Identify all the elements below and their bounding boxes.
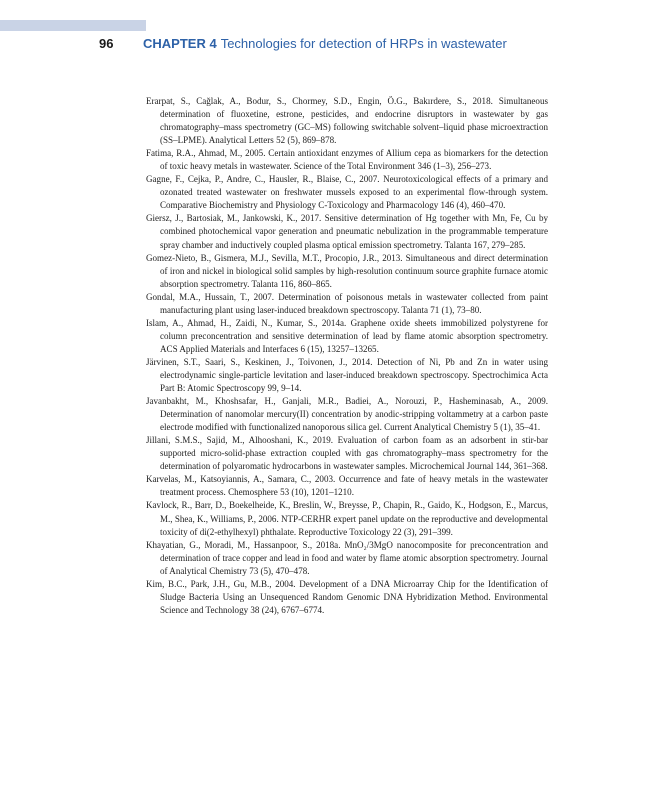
- reference-entry: Kim, B.C., Park, J.H., Gu, M.B., 2004. Development of a DNA Microarray Chip for the Identification of Sludge Bacteria Using an Unsequenced Random Genomic DNA Hybridization Method. Environmental Science and Technology 38 (24), 6767–6774.: [146, 578, 548, 615]
- chapter-heading: [143, 36, 507, 51]
- chapter-label: CHAPTER 4: [143, 36, 217, 51]
- reference-entry: Karvelas, M., Katsoyiannis, A., Samara, C., 2003. Occurrence and fate of heavy metals in the wastewater treatment process. Chemosphere 53 (10), 1201–1210.: [146, 474, 548, 498]
- page-number: 96: [99, 36, 114, 51]
- running-header: [0, 36, 648, 56]
- reference-entry: Khayatian, G., Moradi, M., Hassanpoor, S., 2018a. MnO₂/3MgO nanocomposite for preconcentration and determination of trace copper and lead in food and water by flame atomic absorption spectrometry. Journal of Analytical Chemistry 73 (5), 470–478.: [146, 539, 548, 576]
- reference-entry: Gomez-Nieto, B., Gismera, M.J., Sevilla, M.T., Procopio, J.R., 2013. Simultaneous and direct determination of iron and nickel in biological solid samples by high-resolution continuum source graphite furnace atomic absorption spectrometry. Talanta 116, 860–865.: [146, 252, 548, 289]
- reference-entry: Fatima, R.A., Ahmad, M., 2005. Certain antioxidant enzymes of Allium cepa as biomarkers for the detection of toxic heavy metals in wastewater. Science of the Total Environment 346 (1–3), 256–273.: [146, 148, 548, 172]
- reference-list: [146, 95, 548, 617]
- reference-entry: Järvinen, S.T., Saari, S., Keskinen, J., Toivonen, J., 2014. Detection of Ni, Pb and Zn in water using electrodynamic single-particle levitation and laser-induced breakdown spectroscopy. Spectrochimica Acta Part B: Atomic Spectroscopy 99, 9–14.: [146, 356, 548, 394]
- chapter-title: Technologies for detection of HRPs in wastewater: [220, 36, 507, 51]
- reference-entry: Erarpat, S., Cağlak, A., Bodur, S., Chormey, S.D., Engin, Ö.G., Bakırdere, S., 2018. Simultaneous determination of fluoxetine, estrone, pesticides, and endocrine disruptors in wastewater by gas chromatography–mass spectrometry (GC–MS) following switchable solvent–liquid phase microextraction (SS–LPME). Analytical Letters 52 (5), 869–878.: [146, 96, 548, 146]
- reference-entry: Islam, A., Ahmad, H., Zaidi, N., Kumar, S., 2014a. Graphene oxide sheets immobilized polystyrene for column preconcentration and sensitive determination of lead by flame atomic absorption spectrometry. ACS Applied Materials and Interfaces 6 (15), 13257–13265.: [146, 317, 548, 354]
- reference-entry: Gagne, F., Cejka, P., Andre, C., Hausler, R., Blaise, C., 2007. Neurotoxicological effects of a primary and ozonated treated wastewater on freshwater mussels exposed to an experimental flow-through system. Comparative Biochemistry and Physiology C-Toxicology and Pharmacology 146 (4), 460–470.: [146, 174, 548, 211]
- reference-entry: Javanbakht, M., Khoshsafar, H., Ganjali, M.R., Badiei, A., Norouzi, P., Hasheminasab, A., 2009. Determination of nanomolar mercury(II) concentration by anodic-stripping voltammetry at a carbon paste electrode modified with functionalized nanoporous silica gel. Current Analytical Chemistry 5 (1), 35–41.: [146, 396, 548, 433]
- header-color-bar: [0, 20, 146, 31]
- reference-entry: Kavlock, R., Barr, D., Boekelheide, K., Breslin, W., Breysse, P., Chapin, R., Gaido, K., Hodgson, E., Marcus, M., Shea, K., Williams, P., 2006. NTP-CERHR expert panel update on the reproductive and developmental toxicity of di(2-ethylhexyl) phthalate. Reproductive Toxicology 22 (3), 291–399.: [146, 500, 548, 537]
- reference-entry: Gondal, M.A., Hussain, T., 2007. Determination of poisonous metals in wastewater collected from paint manufacturing plant using laser-induced breakdown spectroscopy. Talanta 71 (1), 73–80.: [146, 291, 548, 315]
- reference-entry: Giersz, J., Bartosiak, M., Jankowski, K., 2017. Sensitive determination of Hg together with Mn, Fe, Cu by combined photochemical vapor generation and pneumatic nebulization in the programmable temperature spray chamber and inductively coupled plasma optical emission spectrometry. Talanta 167, 279–285.: [146, 213, 548, 250]
- reference-entry: Jillani, S.M.S., Sajid, M., Alhooshani, K., 2019. Evaluation of carbon foam as an adsorbent in stir-bar supported micro-solid-phase extraction coupled with gas chromatography–mass spectrometry for the determination of polyaromatic hydrocarbons in wastewater samples. Microchemical Journal 144, 361–368.: [146, 435, 548, 472]
